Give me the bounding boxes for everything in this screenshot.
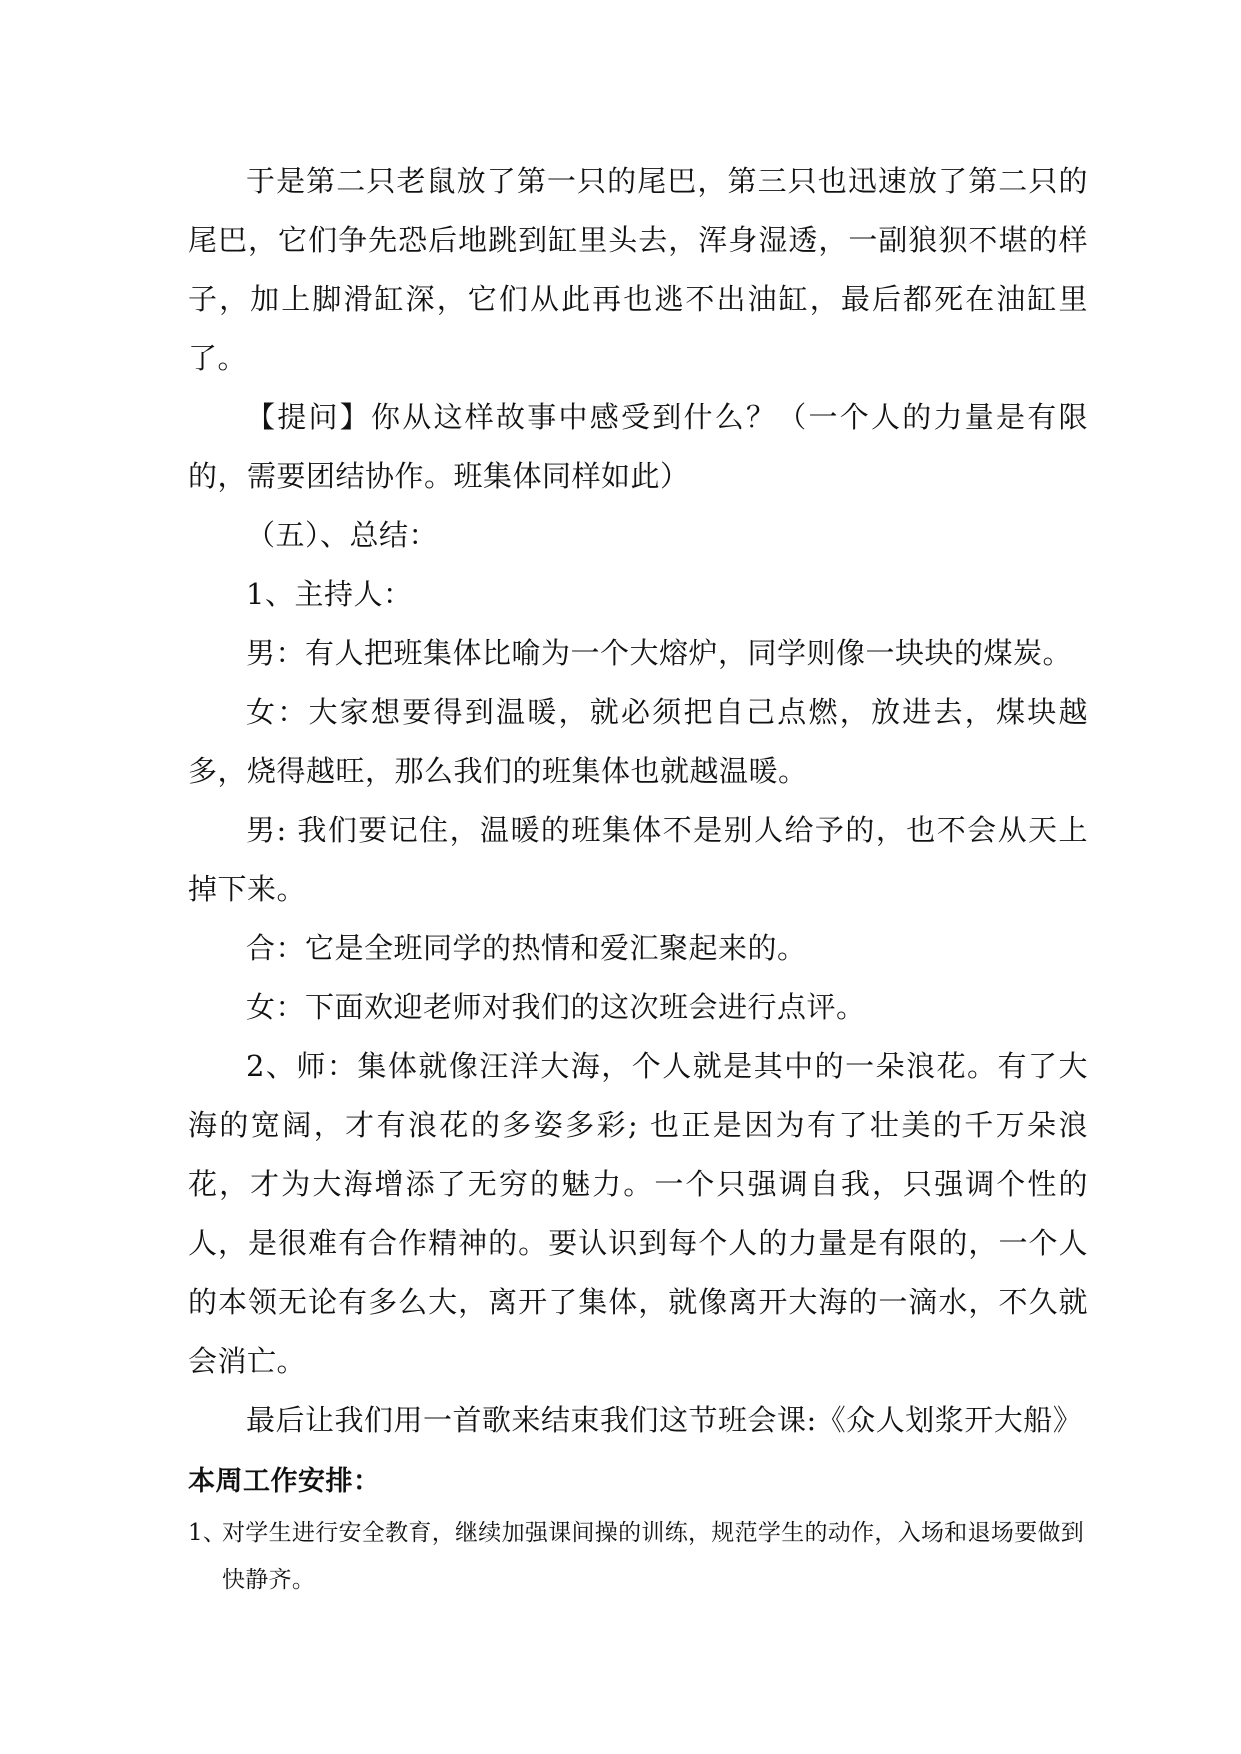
dialogue-line: 女：下面欢迎老师对我们的这次班会进行点评。: [246, 990, 866, 1024]
dialogue-line: 男: 我们要记住，温暖的班集体不是别人给予的，也不会从天上掉下来。: [188, 813, 1088, 906]
summary-heading: （五）、总结：: [246, 518, 439, 552]
dialogue-line: 合：它是全班同学的热情和爱汇聚起来的。: [246, 931, 807, 965]
question-paragraph: 【提问】你从这样故事中感受到什么？（一个人的力量是有限的，需要团结协作。班集体同样如此）: [188, 400, 1088, 493]
list-item: [188, 1510, 1088, 1604]
teacher-comment-paragraph: 2、师：集体就像汪洋大海，个人就是其中的一朵浪花。有了大海的宽阔，才有浪花的多姿多彩; 也正是因为有了壮美的千万朵浪花，才为大海增添了无穷的魅力。一个只强调自我，只强调个性的人，是很难有合作精神的。要认识到每个人的力量是有限的，一个人的本领无论有多么大，离开了集体，就像离开大海的一滴水，不久就会消亡。: [188, 1049, 1088, 1378]
story-paragraph: 于是第二只老鼠放了第一只的尾巴，第三只也迅速放了第二只的尾巴，它们争先恐后地跳到缸里头去，浑身湿透，一副狼狈不堪的样子，加上脚滑缸深，它们从此再也逃不出油缸，最后都死在油缸里了。: [188, 164, 1088, 375]
weekly-plan-heading: 本周工作安排：: [188, 1466, 381, 1497]
dialogue-line: 女：大家想要得到温暖，就必须把自己点燃，放进去，煤块越多，烧得越旺，那么我们的班集体也就越温暖。: [188, 695, 1088, 788]
host-label: 1、主持人：: [246, 577, 413, 611]
document-body: [188, 152, 1088, 1604]
list-item-text: 对学生进行安全教育，继续加强课间操的训练，规范学生的动作，入场和退场要做到快静齐。: [222, 1520, 1085, 1593]
closing-paragraph: 最后让我们用一首歌来结束我们这节班会课:《众人划浆开大船》: [246, 1403, 1083, 1437]
weekly-plan-list: [188, 1510, 1088, 1604]
dialogue-line: 男：有人把班集体比喻为一个大熔炉，同学则像一块块的煤炭。: [246, 636, 1073, 670]
list-item-number: 1、: [188, 1520, 227, 1546]
